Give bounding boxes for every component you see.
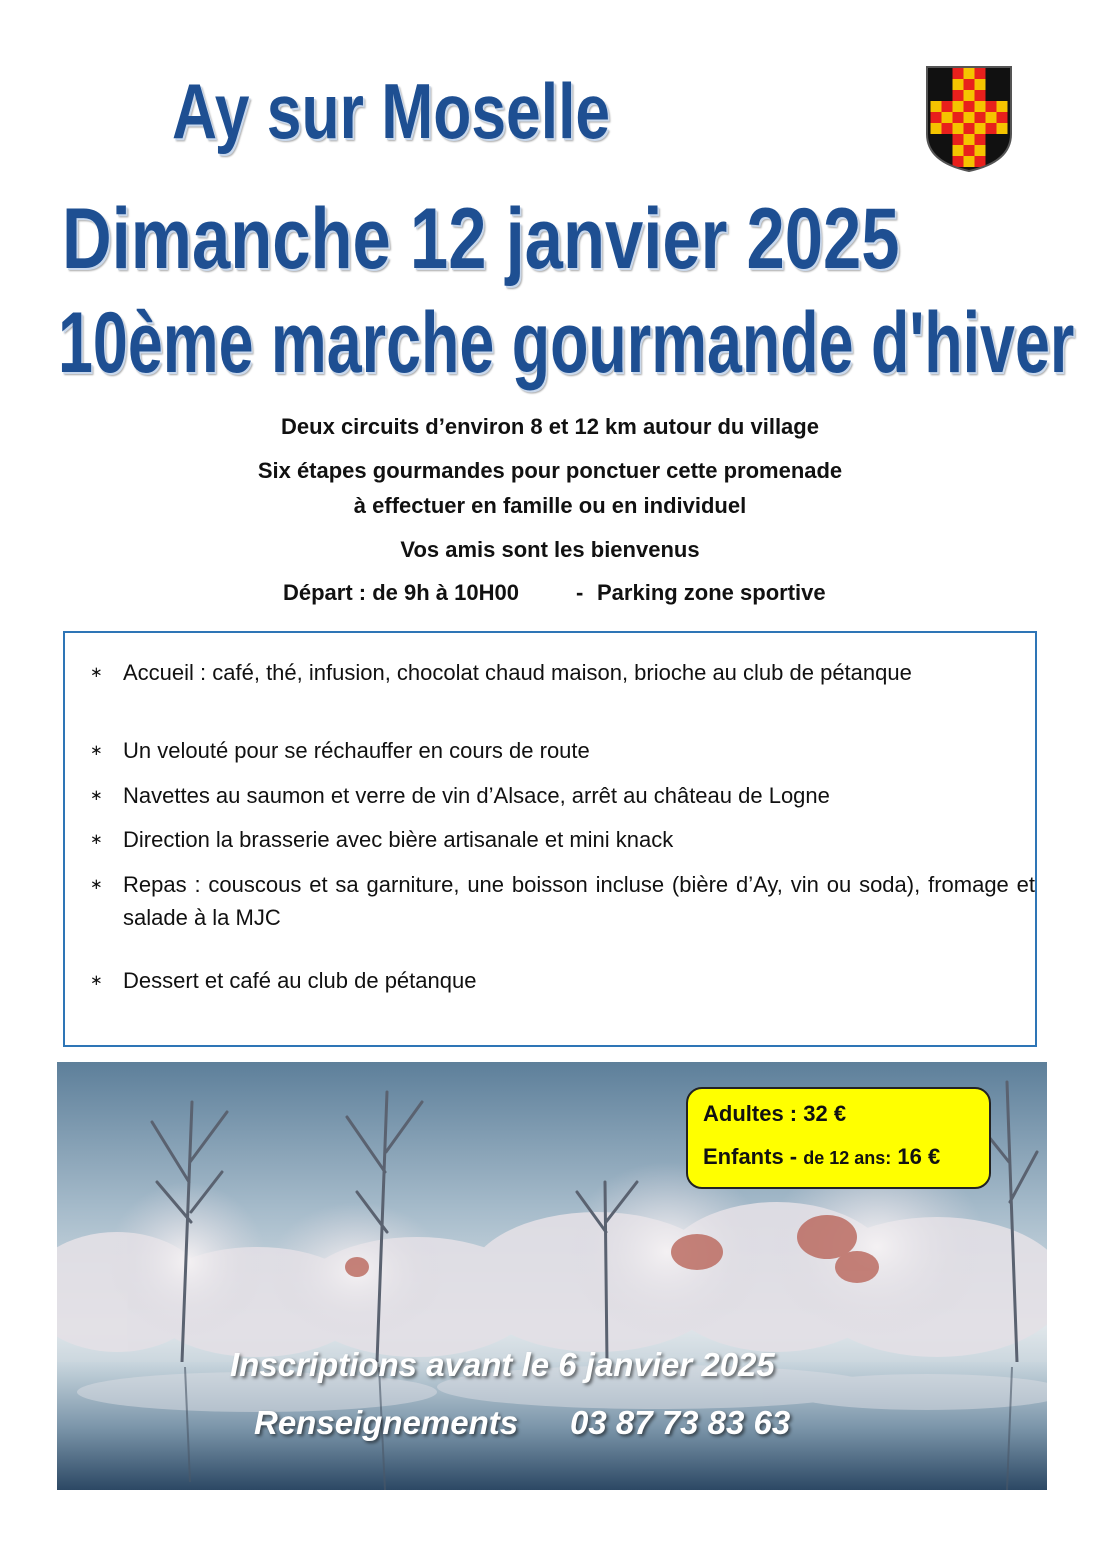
list-item — [90, 964, 1035, 997]
bullet-icon: ∗ — [90, 787, 103, 804]
menu-item-soup: Un velouté pour se réchauffer en cours de route — [123, 738, 590, 763]
children-label: Enfants - — [703, 1144, 798, 1169]
bullet-icon: ∗ — [90, 972, 103, 989]
intro-family: à effectuer en famille ou en individuel — [353, 493, 747, 518]
intro-stages: Six étapes gourmandes pour ponctuer cette promenade — [257, 458, 843, 483]
info-label: Renseignements — [254, 1404, 519, 1441]
list-item — [90, 779, 1035, 812]
departure-place: Parking zone sportive — [597, 580, 826, 605]
bullet-icon: ∗ — [90, 831, 103, 848]
town-title: Ay sur Moselle — [172, 67, 611, 155]
list-item — [90, 734, 1035, 767]
event-title: 10ème marche gourmande d'hiver — [58, 295, 1075, 391]
price-box — [686, 1087, 991, 1189]
bullet-icon: ∗ — [90, 876, 103, 893]
list-item — [90, 656, 1035, 689]
departure-separator: - — [576, 580, 584, 605]
intro-circuits: Deux circuits d’environ 8 et 12 km autour du village — [281, 414, 819, 439]
menu-item-meal: Repas : couscous et sa garniture, une boisson incluse (bière d’Ay, vin ou soda), fromage et salade à la MJC — [123, 872, 1035, 930]
menu-item-brewery: Direction la brasserie avec bière artisanale et mini knack — [123, 827, 674, 852]
children-condition: de 12 ans: — [803, 1148, 892, 1168]
registration-deadline: Inscriptions avant le 6 janvier 2025 — [230, 1346, 775, 1383]
intro-welcome: Vos amis sont les bienvenus — [400, 537, 700, 562]
departure-time: Départ : de 9h à 10H00 — [283, 580, 519, 605]
adults-label: Adultes : — [703, 1101, 798, 1126]
menu-item-dessert: Dessert et café au club de pétanque — [123, 968, 477, 993]
list-item — [90, 823, 1035, 856]
bullet-icon: ∗ — [90, 664, 103, 681]
menu-item-welcome: Accueil : café, thé, infusion, chocolat chaud maison, brioche au club de pétanque — [123, 660, 912, 685]
children-price: 16 € — [897, 1144, 941, 1169]
checkered-cross-shield-icon — [924, 64, 1014, 174]
adults-price: 32 € — [803, 1101, 847, 1126]
menu-item-salmon: Navettes au saumon et verre de vin d’Alsace, arrêt au château de Logne — [123, 783, 830, 808]
info-phone: 03 87 73 83 63 — [570, 1404, 791, 1441]
event-date: Dimanche 12 janvier 2025 — [62, 191, 900, 287]
bullet-icon: ∗ — [90, 742, 103, 759]
list-item — [90, 868, 1035, 934]
